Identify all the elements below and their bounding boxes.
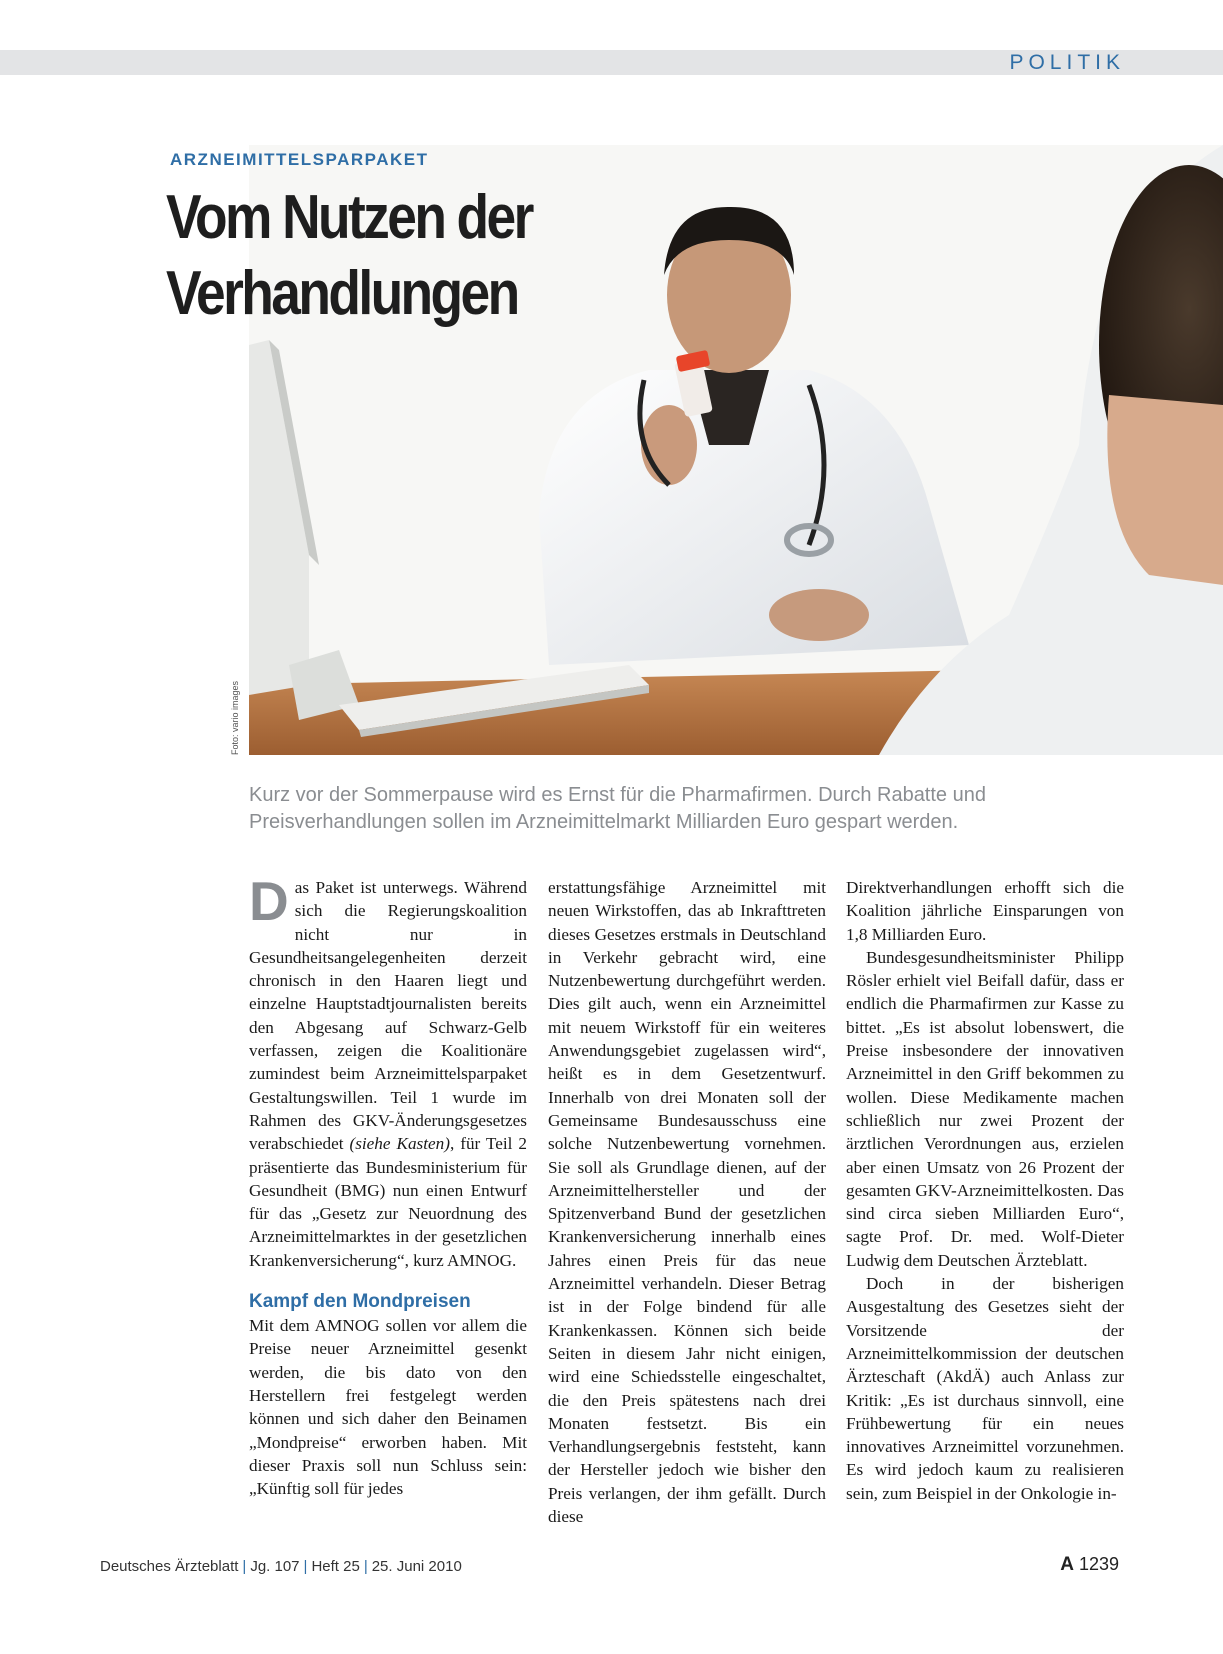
article-title <box>166 180 570 332</box>
text-run: , für Teil 2 präsentierte das Bundesministerium für Gesundheit (BMG) nun einen Entwurf für das „Gesetz zur Neuordnung des Arzneimittelmarktes in der gesetzlichen Krankenversicherung“, kurz AMNOG. <box>249 1134 527 1270</box>
subheading: Kampf den Mondpreisen <box>249 1291 471 1313</box>
section-label: POLITIK <box>1009 51 1125 74</box>
issue: Heft 25 <box>311 1558 360 1575</box>
issue-date: 25. Juni 2010 <box>371 1558 462 1575</box>
text-run: as Paket ist unterwegs. Während sich die Regierungskoalition nicht nur in Gesundheitsangelegenheiten derzeit chronisch in den Haaren liegt und einzelne Hauptstadtjournalisten bereits den Abgesang auf Schwarz-Gelb verfassen, zeigen die Koalitionäre zumindest beim Arzneimittelsparpaket Gestaltungswillen. Teil 1 wurde im Rahmen des GKV-Änderungsgesetzes verabschiedet <box>249 878 527 1154</box>
text-column-1 <box>249 870 527 1500</box>
volume: Jg. 107 <box>250 1558 300 1575</box>
page-footer: Deutsches Ärzteblatt | Jg. 107 | Heft 25 | 25. Juni 2010 <box>100 1558 462 1575</box>
drop-cap: D <box>249 870 289 932</box>
text-column-2 <box>548 876 826 1528</box>
text-column-3 <box>846 876 1124 1505</box>
title-line-1: Vom Nutzen der <box>166 183 532 252</box>
paragraph: Mit dem AMNOG sollen vor allem die Preise neuer Arzneimittel gesenkt werden, die bis dato von den Herstellern frei festgelegt werden können und sich daher den Beinamen „Mondpreise“ erworben haben. Mit dieser Praxis soll nun Schluss sein: „Künftig soll für jedes <box>249 1316 527 1499</box>
journal-name: Deutsches Ärzteblatt <box>100 1558 239 1575</box>
paragraph: Bundesgesundheitsminister Philipp Rösler erhielt viel Beifall dafür, dass er endlich die Pharmafirmen zur Kasse zu bittet. „Es ist absolut lobenswert, die Preise insbesondere der innovativen Arzneimittel in den Griff bekommen zu wollen. Diese Medikamente machen schließlich nur zwei Prozent der ärztlichen Verordnungen aus, erzielen aber einen Umsatz von 26 Prozent der gesamten GKV-Arzneimittelkosten. Das sind circa sieben Milliarden Euro“, sagte Prof. Dr. med. Wolf-Dieter Ludwig dem Deutschen Ärzteblatt. <box>846 947 1124 1270</box>
italic-reference: (siehe Kasten) <box>349 1134 450 1154</box>
article-lead: Kurz vor der Sommerpause wird es Ernst für die Pharmafirmen. Durch Rabatte und Preisverhandlungen sollen im Arzneimittelmarkt Milliarden Euro gespart werden. <box>249 784 986 833</box>
article-kicker: ARZNEIMITTELSPARPAKET <box>170 150 429 169</box>
page-number-value: 1239 <box>1078 1554 1119 1574</box>
paragraph <box>249 870 527 1272</box>
photo-credit: Foto: vario images <box>230 680 240 755</box>
title-line-2: Verhandlungen <box>166 259 518 328</box>
paragraph: Direktverhandlungen erhofft sich die Koalition jährliche Einsparungen von 1,8 Milliarden Euro. <box>846 878 1124 944</box>
page-number <box>1060 1554 1119 1576</box>
page-prefix: A <box>1060 1554 1074 1575</box>
paragraph: erstattungsfähige Arzneimittel mit neuen Wirkstoffen, das ab Inkrafttreten dieses Gesetzes erstmals in Deutschland in Verkehr gebracht wird, eine Nutzenbewertung durchgeführt werden. Dies gilt auch, wenn ein Arzneimittel mit neuem Wirkstoff für ein weiteres Anwendungsgebiet zugelassen wird“, heißt es in dem Gesetzentwurf. Innerhalb von drei Monaten soll der Gemeinsame Bundesausschuss eine solche Nutzenbewertung vornehmen. Sie soll als Grundlage dienen, auf der Arzneimittelhersteller und der Spitzenverband Bund der gesetzlichen Krankenversicherung innerhalb eines Jahres einen Preis für das neue Arzneimittel verhandeln. Dieser Betrag ist in der Folge bindend für alle Krankenkassen. Können sich beide Seiten in diesem Jahr nicht einigen, wird eine Schiedsstelle eingeschaltet, die den Preis spätestens nach drei Monaten festsetzt. Bis ein Verhandlungsergebnis feststeht, kann der Hersteller jedoch wie bisher den Preis verlangen, der ihm gefällt. Durch diese <box>548 878 826 1527</box>
paragraph: Doch in der bisherigen Ausgestaltung des Gesetzes sieht der Vorsitzende der Arzneimittelkommission der deutschen Ärzteschaft (AkdÄ) auch Anlass zur Kritik: „Es ist durchaus sinnvoll, eine Frühbewertung für ein neues innovatives Arzneimittel vorzunehmen. Es wird jedoch kaum zu realisieren sein, zum Beispiel in der Onkologie in- <box>846 1274 1124 1503</box>
